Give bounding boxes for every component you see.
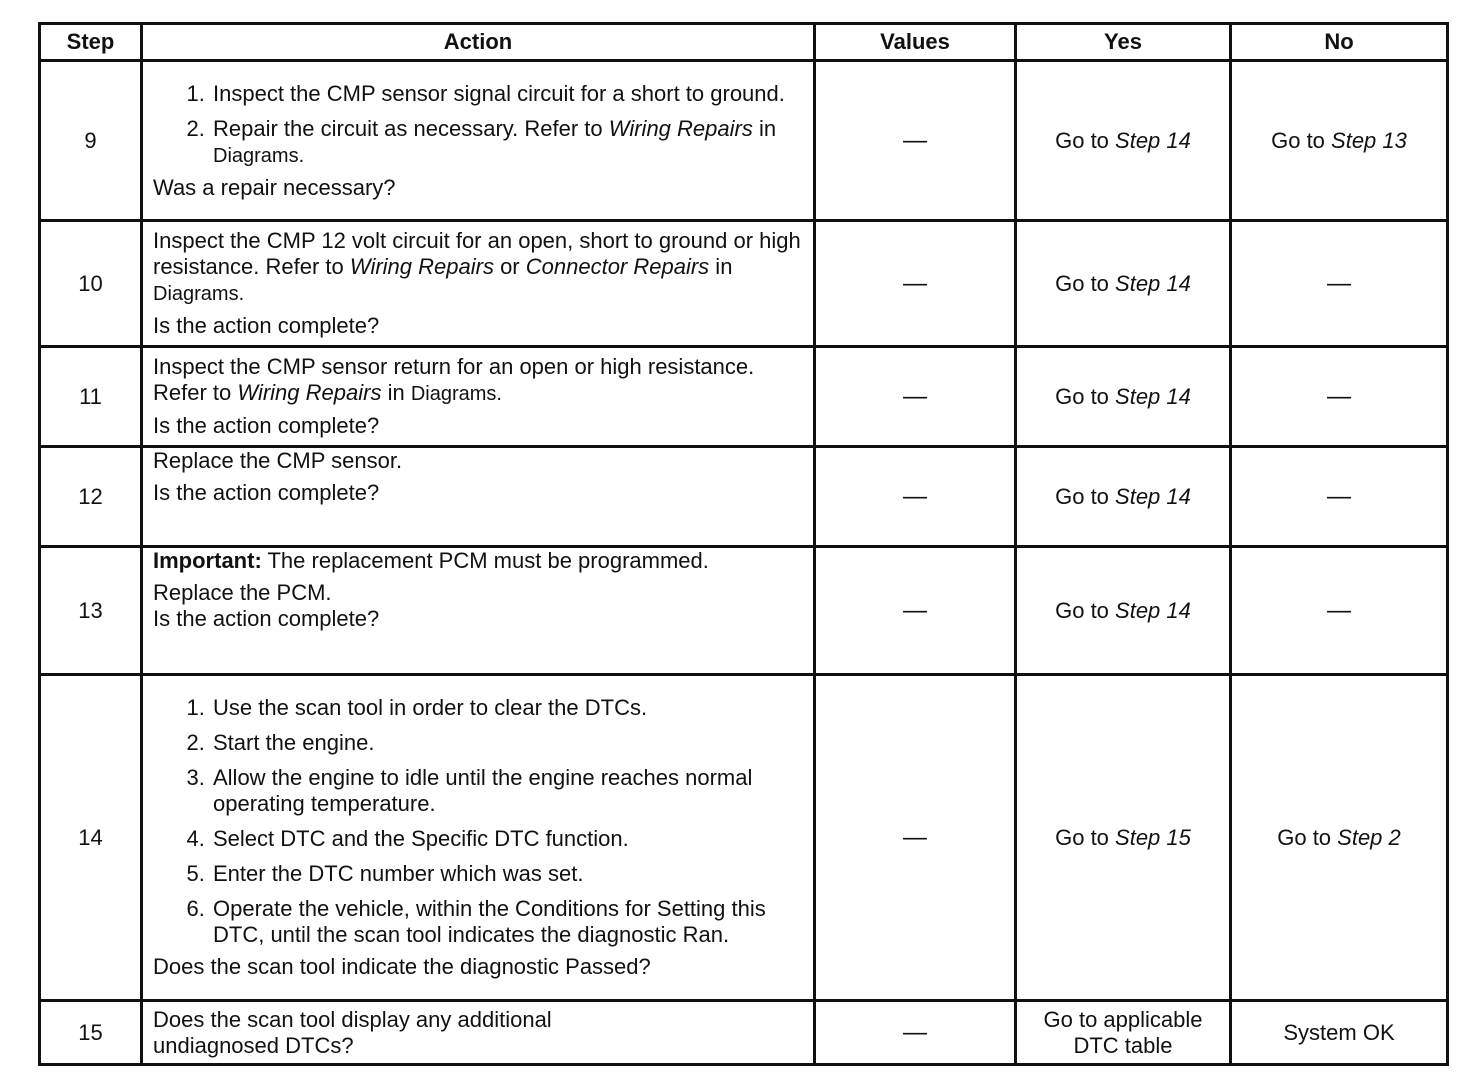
action-cell xyxy=(142,675,815,1001)
table-row xyxy=(40,61,1448,221)
action-step: 5. Enter the DTC number which was set. xyxy=(211,861,803,887)
step-link: Step 14 xyxy=(1115,127,1191,153)
step-link: Step 14 xyxy=(1115,597,1191,623)
action-steps xyxy=(153,695,803,948)
action-cell xyxy=(142,547,815,675)
no-cell: — xyxy=(1231,547,1448,675)
values-cell: — xyxy=(815,675,1016,1001)
step-number: 9 xyxy=(40,61,142,221)
table-row xyxy=(40,547,1448,675)
action-question: Was a repair necessary? xyxy=(153,174,396,200)
yes-cell: Go to Step 15 xyxy=(1016,675,1231,1001)
step-link: Step 2 xyxy=(1337,824,1401,850)
yes-cell: Go to Step 14 xyxy=(1016,347,1231,447)
action-step: 4. Select DTC and the Specific DTC function. xyxy=(211,826,803,852)
action-step: 1. Use the scan tool in order to clear the DTCs. xyxy=(211,695,803,721)
action-text: Inspect the CMP sensor return for an open or high resistance. Refer to Wiring Repairs in Diagrams. xyxy=(153,354,755,405)
action-text: Replace the CMP sensor. xyxy=(153,448,403,473)
step-number: 15 xyxy=(40,1001,142,1065)
action-step: 2. Start the engine. xyxy=(211,730,803,756)
values-cell: — xyxy=(815,61,1016,221)
diagrams-ref: Diagrams. xyxy=(213,144,305,167)
no-cell: System OK xyxy=(1231,1001,1448,1065)
step-number: 11 xyxy=(40,347,142,447)
connector-repairs-ref: Connector Repairs xyxy=(525,254,710,279)
action-cell xyxy=(142,61,815,221)
action-step: 1. Inspect the CMP sensor signal circuit for a short to ground. xyxy=(211,81,803,107)
header-step: Step xyxy=(40,24,142,61)
action-steps xyxy=(153,81,803,169)
no-cell: Go to Step 2 xyxy=(1231,675,1448,1001)
wiring-repairs-ref: Wiring Repairs xyxy=(237,380,382,405)
action-step: 3. Allow the engine to idle until the engine reaches normal operating temperature. xyxy=(211,765,803,817)
action-question: Is the action complete? xyxy=(153,606,380,631)
diagnostic-table xyxy=(38,22,1449,1066)
table-row xyxy=(40,447,1448,547)
header-yes: Yes xyxy=(1016,24,1231,61)
yes-cell: Go to Step 14 xyxy=(1016,61,1231,221)
action-question: Does the scan tool indicate the diagnostic Passed? xyxy=(153,954,651,979)
action-cell xyxy=(142,1001,815,1065)
action-question: Does the scan tool display any additional undiagnosed DTCs? xyxy=(153,1006,552,1058)
header-no: No xyxy=(1231,24,1448,61)
step-link: Step 14 xyxy=(1115,483,1191,509)
table-row xyxy=(40,221,1448,347)
table-row xyxy=(40,675,1448,1001)
important-label: Important: xyxy=(153,548,262,573)
no-cell: Go to Step 13 xyxy=(1231,61,1448,221)
diagrams-ref: Diagrams. xyxy=(410,383,502,405)
no-cell: — xyxy=(1231,221,1448,347)
yes-cell: Go to Step 14 xyxy=(1016,547,1231,675)
action-text: Replace the PCM. xyxy=(153,580,332,605)
step-link: Step 13 xyxy=(1331,127,1407,153)
values-cell: — xyxy=(815,1001,1016,1065)
yes-cell: Go to applicable DTC table xyxy=(1016,1001,1231,1065)
action-question: Is the action complete? xyxy=(153,313,380,338)
table-row xyxy=(40,347,1448,447)
header-values: Values xyxy=(815,24,1016,61)
action-question: Is the action complete? xyxy=(153,413,380,438)
values-cell: — xyxy=(815,447,1016,547)
action-cell xyxy=(142,347,815,447)
step-link: Step 14 xyxy=(1115,383,1191,409)
wiring-repairs-ref: Wiring Repairs xyxy=(349,254,494,279)
yes-cell: Go to Step 14 xyxy=(1016,221,1231,347)
diagrams-ref: Diagrams. xyxy=(153,283,245,305)
no-cell: — xyxy=(1231,447,1448,547)
step-number: 12 xyxy=(40,447,142,547)
action-cell xyxy=(142,221,815,347)
action-text: Inspect the CMP 12 volt circuit for an open, short to ground or high resistance. Refer to Wiring Repairs or Connector Repairs in Diagrams. xyxy=(153,228,801,305)
values-cell: — xyxy=(815,547,1016,675)
no-cell: — xyxy=(1231,347,1448,447)
values-cell: — xyxy=(815,221,1016,347)
action-question: Is the action complete? xyxy=(153,480,380,505)
table-row xyxy=(40,1001,1448,1065)
step-link: Step 14 xyxy=(1115,270,1191,296)
values-cell: — xyxy=(815,347,1016,447)
important-note: Important: The replacement PCM must be programmed. xyxy=(153,548,709,573)
header-row xyxy=(40,24,1448,61)
step-number: 13 xyxy=(40,547,142,675)
action-step: 6. Operate the vehicle, within the Conditions for Setting this DTC, until the scan tool indicates the diagnostic Ran. xyxy=(211,896,803,948)
step-link: Step 15 xyxy=(1115,824,1191,850)
action-step: 2. Repair the circuit as necessary. Refer to Wiring Repairs in Diagrams. xyxy=(211,116,803,169)
header-action: Action xyxy=(142,24,815,61)
step-number: 10 xyxy=(40,221,142,347)
wiring-repairs-ref: Wiring Repairs xyxy=(608,115,753,141)
yes-cell: Go to Step 14 xyxy=(1016,447,1231,547)
step-number: 14 xyxy=(40,675,142,1001)
action-cell xyxy=(142,447,815,547)
